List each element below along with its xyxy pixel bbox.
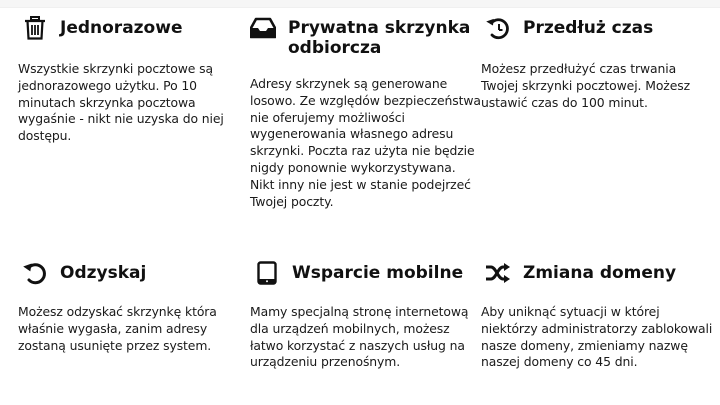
feature-title: Wsparcie mobilne bbox=[292, 263, 464, 283]
feature-recover bbox=[18, 260, 247, 354]
feature-description: Możesz odzyskać skrzynkę która właśnie wygasła, zanim adresy zostaną usunięte przez system. bbox=[18, 304, 217, 353]
feature-title: Przedłuż czas bbox=[523, 18, 654, 38]
feature-domain-change bbox=[481, 260, 720, 371]
feature-header bbox=[254, 260, 486, 286]
feature-disposable bbox=[18, 15, 244, 145]
feature-title: Zmiana domeny bbox=[523, 263, 677, 283]
tablet-icon bbox=[254, 260, 280, 286]
feature-description: Wszystkie skrzynki pocztowe są jednorazowego użytku. Po 10 minutach skrzynka pocztowa wygaśnie - nikt nie uzyska do niej dostępu. bbox=[18, 61, 224, 144]
feature-private-inbox bbox=[250, 15, 482, 210]
feature-header bbox=[22, 260, 247, 286]
shuffle-icon bbox=[485, 260, 511, 286]
trash-icon bbox=[22, 15, 48, 41]
feature-mobile-support bbox=[250, 260, 486, 371]
feature-description: Możesz przedłużyć czas trwania Twojej skrzynki pocztowej. Możesz ustawić czas do 100 minut. bbox=[481, 61, 690, 110]
feature-header bbox=[485, 260, 720, 286]
history-icon bbox=[485, 15, 511, 41]
feature-header bbox=[485, 15, 717, 41]
feature-extend-time bbox=[481, 15, 717, 111]
undo-icon bbox=[22, 260, 48, 286]
feature-description: Adresy skrzynek są generowane losowo. Ze względów bezpieczeństwa nie oferujemy możliwości wygenerowania własnego adresu skrzynki. Poczta raz użyta nie będzie nigdy ponownie wykorzystywana. Nikt inny nie jest w stanie podejrzeć Twojej poczty. bbox=[250, 76, 481, 209]
inbox-icon bbox=[250, 15, 276, 41]
feature-header bbox=[22, 15, 244, 41]
feature-title: Jednorazowe bbox=[60, 18, 183, 38]
feature-header bbox=[250, 15, 482, 58]
feature-description: Mamy specjalną stronę internetową dla urządzeń mobilnych, możesz łatwo korzystać z naszych usług na urządzeniu przenośnym. bbox=[250, 304, 469, 370]
feature-title: Odzyskaj bbox=[60, 263, 147, 283]
feature-description: Aby uniknąć sytuacji w której niektórzy administratorzy zablokowali nasze domeny, zmieniamy nazwę naszej domeny co 45 dni. bbox=[481, 304, 713, 370]
feature-title: Prywatna skrzynka odbiorcza bbox=[288, 18, 471, 58]
